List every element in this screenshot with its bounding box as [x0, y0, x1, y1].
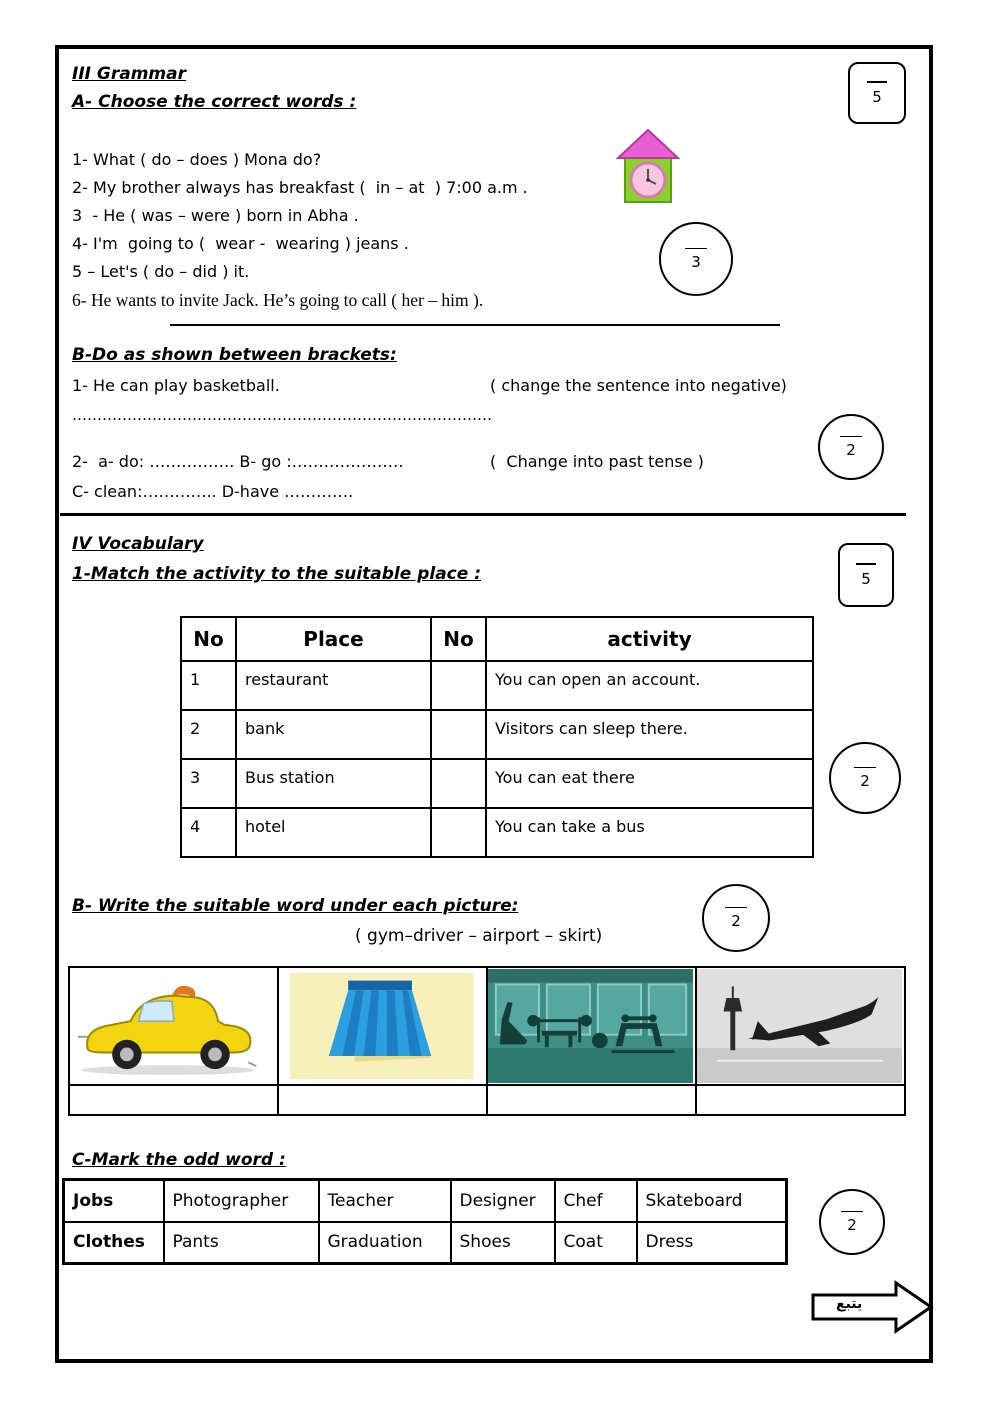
grammar-a-title: A- Choose the correct words :: [72, 92, 357, 112]
answer-cell[interactable]: [431, 759, 486, 808]
odd-word-option[interactable]: Skateboard: [637, 1180, 787, 1222]
grammar-q6: 6- He wants to invite Jack. He’s going to call ( her – him ).: [72, 290, 484, 310]
table-row: [181, 661, 813, 710]
odd-word-option[interactable]: Dress: [637, 1222, 787, 1264]
score-line: [854, 767, 876, 768]
word-bank: ( gym–driver – airport – skirt): [355, 926, 603, 946]
score-max: 2: [847, 1215, 857, 1234]
pictures-table: [68, 966, 906, 1116]
odd-word-option[interactable]: Designer: [451, 1180, 555, 1222]
answer-dotted-line[interactable]: …………………………………………………………………………: [72, 406, 492, 424]
score-circle-grammar-a: [659, 222, 733, 296]
score-circle-grammar-b: [818, 414, 884, 480]
odd-word-option[interactable]: Pants: [164, 1222, 319, 1264]
gym-image: [488, 969, 693, 1083]
score-circle-pictures: [702, 884, 770, 952]
table-row-jobs: [64, 1180, 787, 1222]
odd-word-option[interactable]: Coat: [555, 1222, 637, 1264]
grammar-b1-bracket: ( change the sentence into negative): [490, 376, 787, 395]
picture-answer-cell[interactable]: [696, 1085, 905, 1115]
grammar-q3: 3 - He ( was – were ) born in Abha .: [72, 206, 359, 225]
row-number: 2: [181, 710, 236, 759]
picture-cell-car: [69, 967, 278, 1085]
grammar-q2: 2- My brother always has breakfast ( in – at ) 7:00 a.m .: [72, 178, 528, 197]
score-line: [685, 248, 707, 249]
car-with-driver-image: [70, 972, 266, 1080]
odd-word-table: [62, 1178, 788, 1265]
score-max: 2: [731, 911, 741, 930]
match-table: [180, 616, 814, 858]
odd-word-option[interactable]: Teacher: [319, 1180, 451, 1222]
activity-cell: Visitors can sleep there.: [486, 710, 813, 759]
odd-word-option[interactable]: Graduation: [319, 1222, 451, 1264]
vocabulary-c-title: C-Mark the odd word :: [72, 1150, 286, 1170]
col-header-no: No: [181, 617, 236, 661]
col-header-place: Place: [236, 617, 431, 661]
row-label: Jobs: [64, 1180, 164, 1222]
score-line: [867, 81, 887, 83]
picture-cell-gym: [487, 967, 696, 1085]
odd-word-option[interactable]: Photographer: [164, 1180, 319, 1222]
score-box-grammar-a: [848, 62, 906, 124]
grammar-b2-bracket: ( Change into past tense ): [490, 452, 704, 471]
table-row: [181, 808, 813, 857]
grammar-q4: 4- I'm going to ( wear - wearing ) jeans .: [72, 234, 409, 253]
activity-cell: You can take a bus: [486, 808, 813, 857]
section-divider: [60, 513, 906, 516]
place-cell: restaurant: [236, 661, 431, 710]
col-header-activity: activity: [486, 617, 813, 661]
table-header-row: [181, 617, 813, 661]
picture-cell-airport: [696, 967, 905, 1085]
place-cell: hotel: [236, 808, 431, 857]
picture-answer-cell[interactable]: [278, 1085, 487, 1115]
col-header-no2: No: [431, 617, 486, 661]
odd-word-option[interactable]: Chef: [555, 1180, 637, 1222]
grammar-b1: 1- He can play basketball.: [72, 376, 280, 395]
airplane-at-airport-image: [697, 969, 902, 1083]
score-max: 2: [860, 771, 870, 790]
answer-cell[interactable]: [431, 661, 486, 710]
score-box-vocabulary: [838, 543, 894, 607]
arrow-right-icon: [810, 1280, 934, 1334]
score-circle-match: [829, 742, 901, 814]
score-line: [725, 907, 747, 908]
grammar-q1: 1- What ( do – does ) Mona do?: [72, 150, 322, 169]
score-max: 5: [872, 87, 882, 106]
grammar-b3[interactable]: C- clean:………….. D-have ………….: [72, 482, 354, 501]
answer-cell[interactable]: [431, 710, 486, 759]
grammar-b2[interactable]: 2- a- do: ……………. B- go :…………………: [72, 452, 404, 471]
grammar-b-title: B-Do as shown between brackets:: [72, 345, 397, 365]
row-number: 3: [181, 759, 236, 808]
activity-cell: You can eat there: [486, 759, 813, 808]
clock-house-icon: [616, 128, 680, 206]
odd-word-option[interactable]: Shoes: [451, 1222, 555, 1264]
score-max: 5: [861, 569, 871, 588]
row-number: 4: [181, 808, 236, 857]
score-line: [841, 1211, 863, 1212]
table-row: [181, 759, 813, 808]
picture-answer-cell[interactable]: [487, 1085, 696, 1115]
vocabulary-b-title: B- Write the suitable word under each picture:: [72, 896, 519, 916]
score-circle-odd-word: [819, 1189, 885, 1255]
grammar-heading: III Grammar: [72, 64, 186, 84]
table-row: [181, 710, 813, 759]
picture-answer-cell[interactable]: [69, 1085, 278, 1115]
score-max: 3: [691, 252, 701, 271]
continue-arrow: [810, 1280, 934, 1334]
row-label: Clothes: [64, 1222, 164, 1264]
row-number: 1: [181, 661, 236, 710]
section-divider: [170, 324, 780, 326]
score-max: 2: [846, 440, 856, 459]
vocabulary-heading: IV Vocabulary: [72, 534, 204, 554]
table-row-clothes: [64, 1222, 787, 1264]
score-line: [856, 563, 876, 565]
vocabulary-1-title: 1-Match the activity to the suitable place :: [72, 564, 481, 584]
activity-cell: You can open an account.: [486, 661, 813, 710]
picture-cell-skirt: [278, 967, 487, 1085]
skirt-image: [279, 969, 484, 1083]
grammar-q5: 5 – Let's ( do – did ) it.: [72, 262, 250, 281]
score-line: [840, 436, 862, 437]
place-cell: bank: [236, 710, 431, 759]
answer-cell[interactable]: [431, 808, 486, 857]
place-cell: Bus station: [236, 759, 431, 808]
continue-label: يتبع: [836, 1296, 863, 1312]
